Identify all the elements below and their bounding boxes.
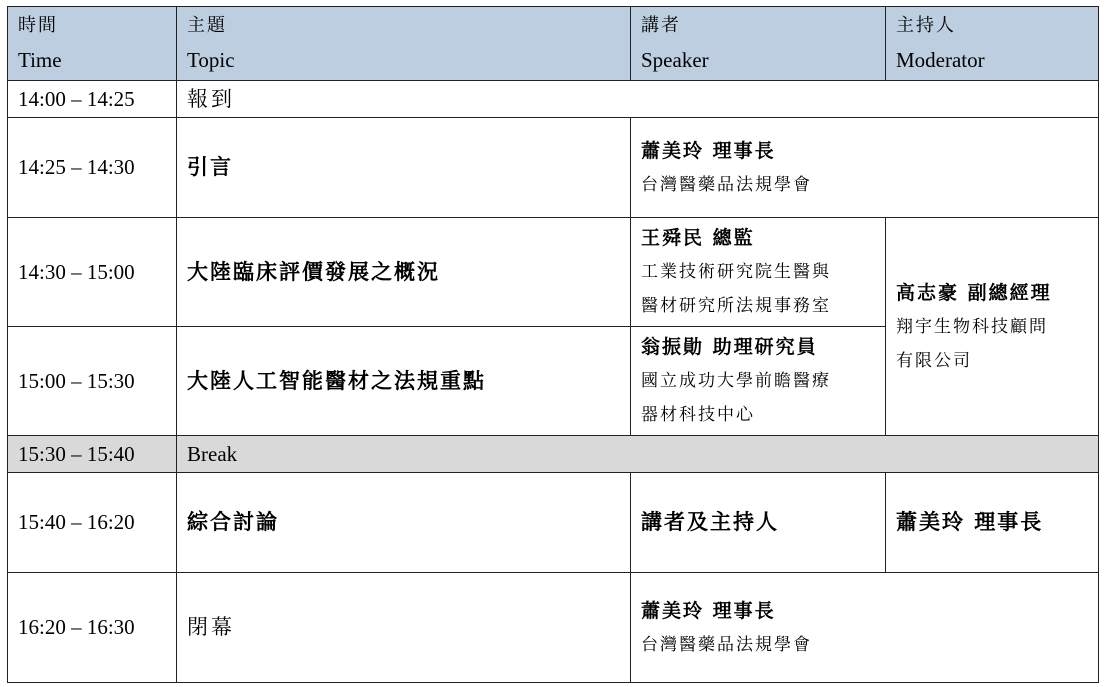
agenda-table [7, 6, 1099, 683]
header-speaker-en: Speaker [641, 48, 709, 72]
time-cell: 14:00 – 14:25 [8, 81, 177, 118]
speaker-org-line-2: 器材科技中心 [641, 405, 755, 425]
speaker-org: 台灣醫藥品法規學會 [641, 634, 812, 655]
speaker-cell [631, 327, 886, 436]
time-cell: 14:25 – 14:30 [8, 118, 177, 218]
time-cell: 15:00 – 15:30 [8, 327, 177, 436]
speaker-cell [631, 573, 1099, 683]
moderator-cell [886, 218, 1099, 436]
table-row [8, 118, 1099, 218]
speaker-name: 王舜民 總監 [641, 227, 755, 249]
moderator-name: 高志豪 副總經理 [896, 281, 1052, 304]
topic-cell: 大陸臨床評價發展之概況 [177, 218, 631, 327]
time-cell: 15:30 – 15:40 [8, 436, 177, 473]
header-speaker [631, 7, 886, 81]
speaker-org: 台灣醫藥品法規學會 [641, 174, 812, 195]
topic-cell: 綜合討論 [177, 473, 631, 573]
speaker-cell [631, 118, 1099, 218]
header-moderator [886, 7, 1099, 81]
topic-cell: 閉幕 [177, 573, 631, 683]
table-row [8, 218, 1099, 327]
topic-cell: Break [177, 436, 1099, 473]
table-row [8, 573, 1099, 683]
speaker-org-line-2: 醫材研究所法規事務室 [641, 296, 831, 316]
header-time-zh: 時間 [18, 15, 58, 36]
table-row [8, 473, 1099, 573]
time-cell: 16:20 – 16:30 [8, 573, 177, 683]
header-topic-en: Topic [187, 48, 235, 72]
topic-cell: 大陸人工智能醫材之法規重點 [177, 327, 631, 436]
speaker-name: 蕭美玲 理事長 [641, 139, 776, 162]
moderator-cell: 蕭美玲 理事長 [886, 473, 1099, 573]
speaker-name: 蕭美玲 理事長 [641, 599, 776, 622]
header-speaker-zh: 講者 [641, 15, 681, 36]
speaker-cell: 講者及主持人 [631, 473, 886, 573]
speaker-org-line-1: 國立成功大學前瞻醫療 [641, 371, 831, 391]
time-cell: 14:30 – 15:00 [8, 218, 177, 327]
header-topic [177, 7, 631, 81]
topic-cell: 報到 [177, 81, 1099, 118]
header-row [8, 7, 1099, 81]
header-moderator-zh: 主持人 [896, 15, 956, 36]
moderator-org-line-2: 有限公司 [896, 350, 972, 371]
time-cell: 15:40 – 16:20 [8, 473, 177, 573]
header-time [8, 7, 177, 81]
break-row [8, 436, 1099, 473]
speaker-org-line-1: 工業技術研究院生醫與 [641, 262, 831, 282]
table-row [8, 81, 1099, 118]
topic-cell: 引言 [177, 118, 631, 218]
header-time-en: Time [18, 48, 62, 72]
moderator-org-line-1: 翔宇生物科技顧問 [896, 316, 1048, 337]
speaker-cell [631, 218, 886, 327]
header-topic-zh: 主題 [187, 15, 227, 36]
header-moderator-en: Moderator [896, 48, 985, 72]
speaker-name: 翁振勛 助理研究員 [641, 336, 818, 358]
